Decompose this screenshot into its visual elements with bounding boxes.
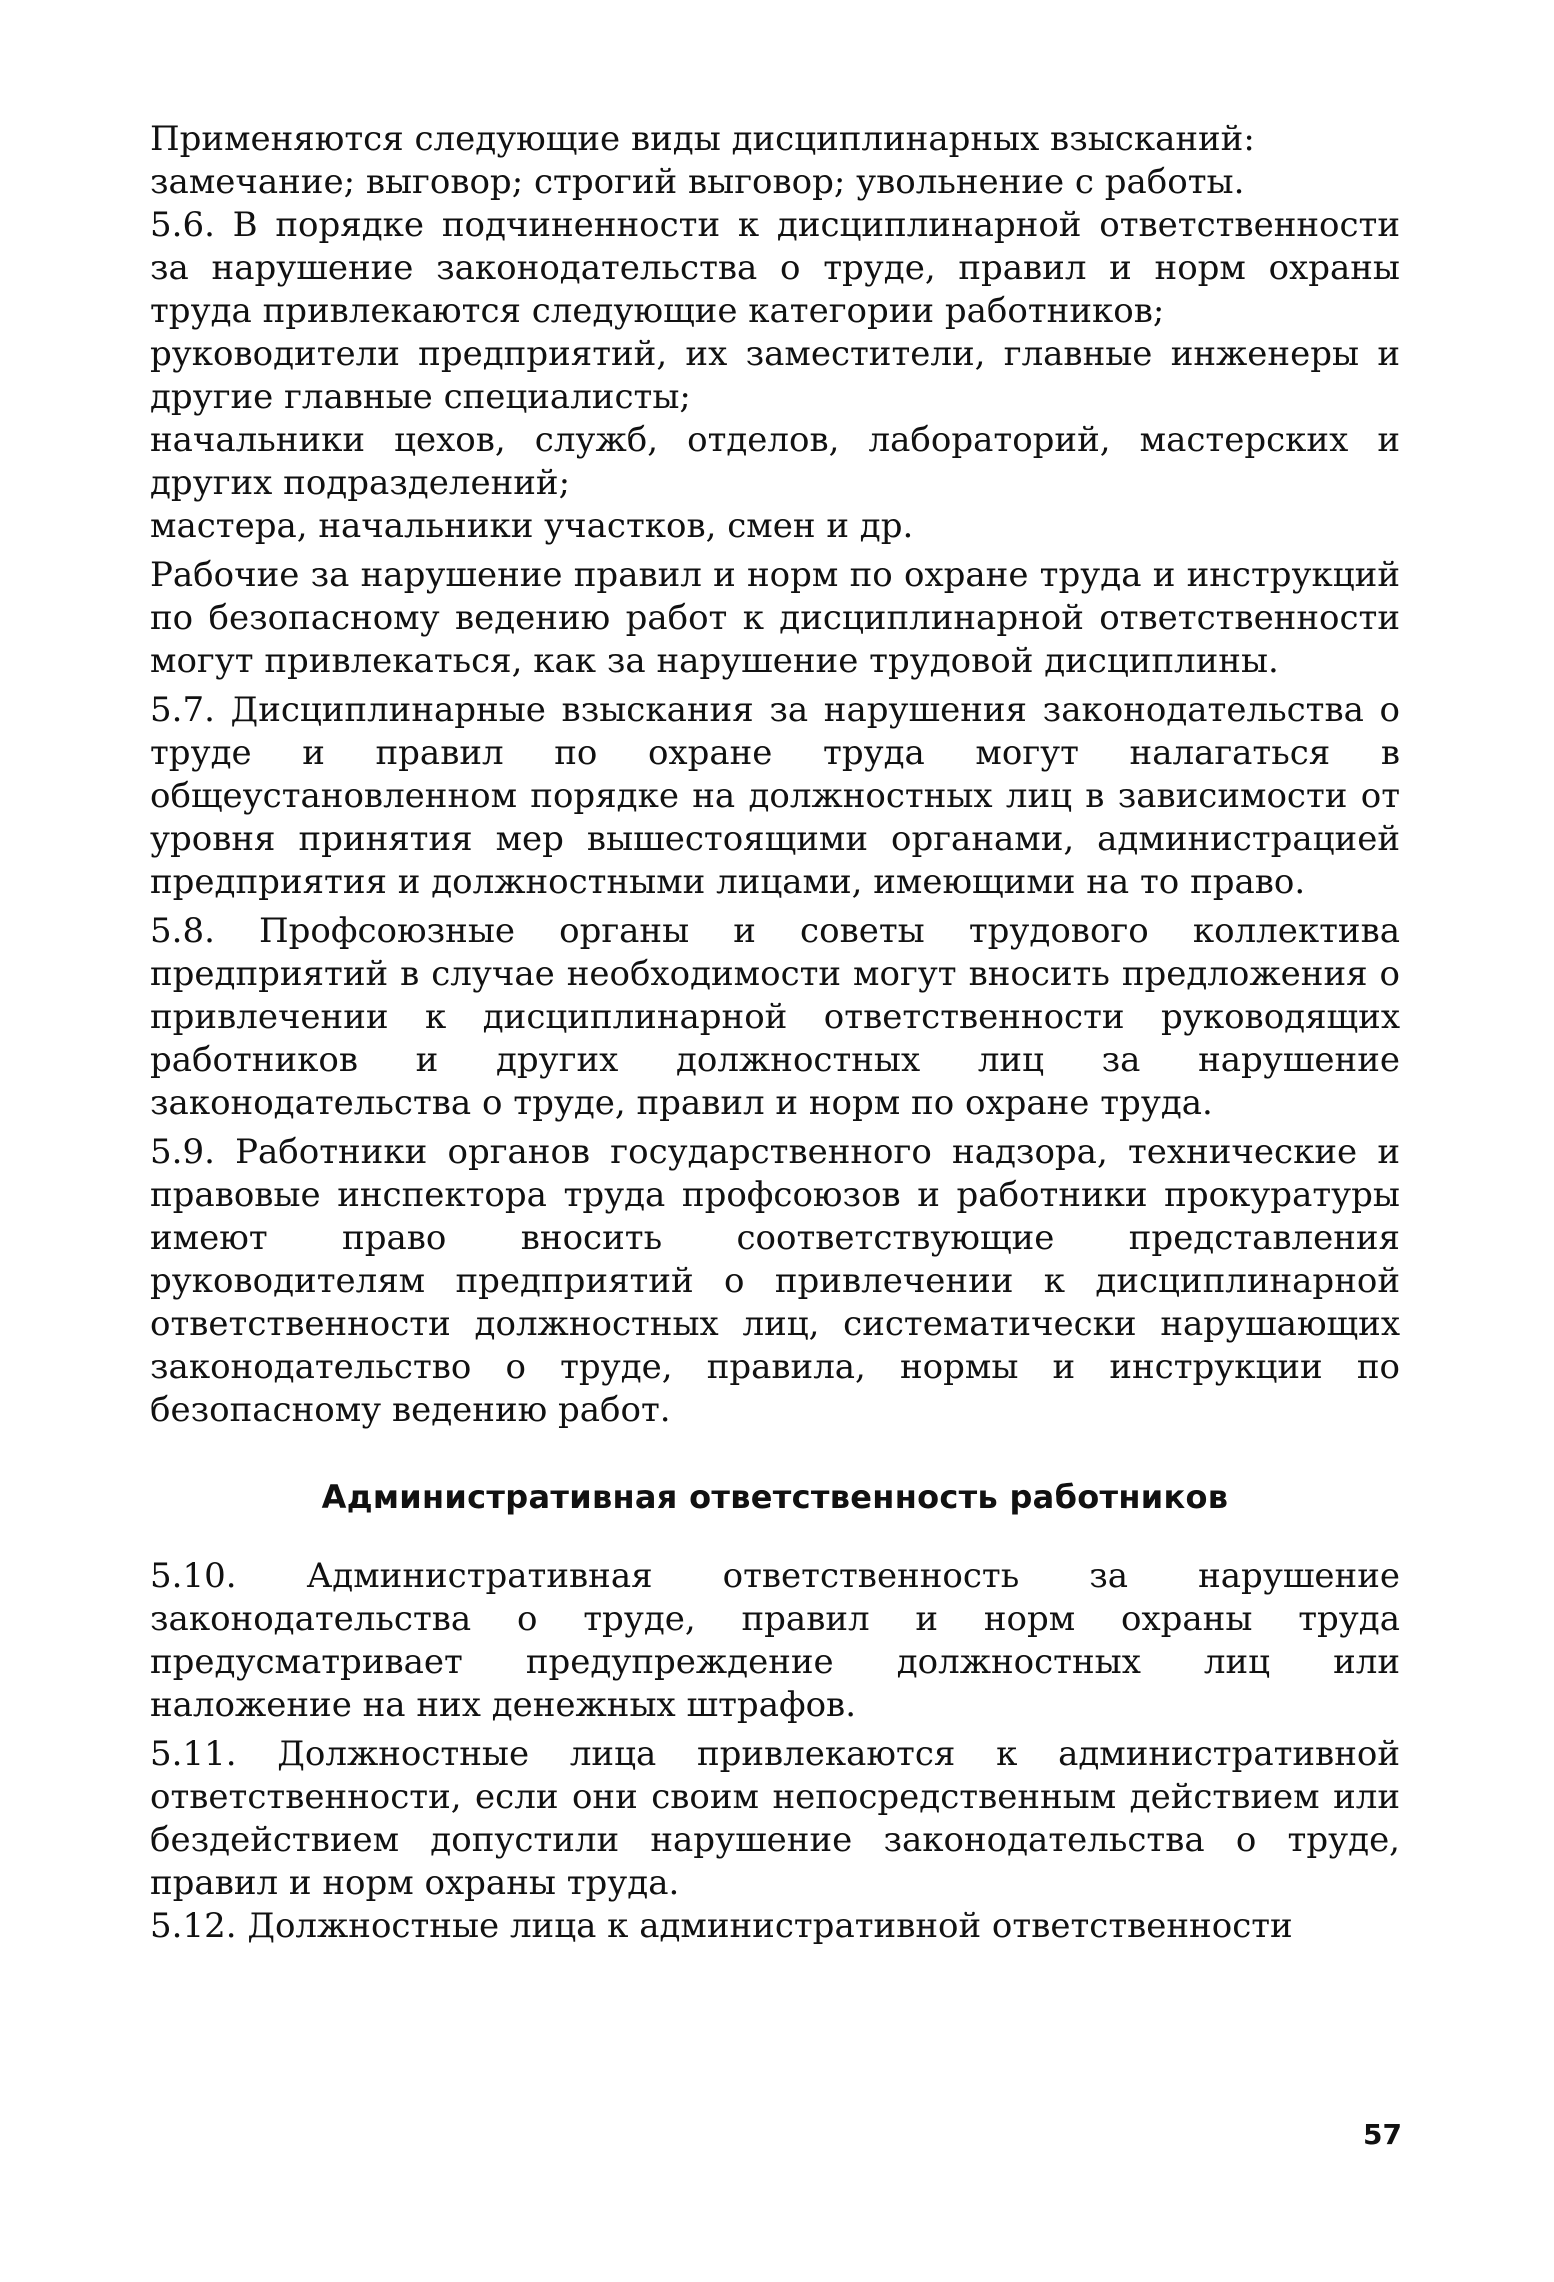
page-number: 57 <box>1363 2118 1402 2151</box>
paragraph-category-department-heads: начальники цехов, служб, отделов, лабораторий, мастерских и других подразделений; <box>150 420 1400 503</box>
paragraph-category-masters: мастера, начальники участков, смен и др. <box>150 506 914 546</box>
paragraph-5-7: 5.7. Дисциплинарные взыскания за нарушения законодательства о труде и правил по охране труда могут налагаться в общеустановленном порядке на должностных лиц в зависимости от уровня принятия мер вышестоящими органами, администрацией предприятия и должностными лицами, имеющими на то право. <box>150 690 1400 902</box>
paragraph-5-6: 5.6. В порядке подчиненности к дисциплинарной ответственности за нарушение законодательства о труде, правил и норм охраны труда привлекаются следующие категории работников; <box>150 205 1400 331</box>
paragraph-5-11: 5.11. Должностные лица привлекаются к административной ответственности, если они своим непосредственным действием или бездействием допустили нарушение законодательства о труде, правил и норм охраны труда. <box>150 1734 1400 1903</box>
paragraph-disciplinary-types-list: замечание; выговор; строгий выговор; увольнение с работы. <box>150 162 1245 202</box>
section-heading: Административная ответственность работников <box>321 1478 1229 1516</box>
paragraph-5-12: 5.12. Должностные лица к административной ответственности <box>150 1906 1293 1946</box>
paragraph-5-8: 5.8. Профсоюзные органы и советы трудового коллектива предприятий в случае необходимости могут вносить предложения о привлечении к дисциплинарной ответственности руководящих работников и других должностных лиц за нарушение законодательства о труде, правил и норм по охране труда. <box>150 911 1400 1123</box>
paragraph-5-10: 5.10. Административная ответственность за нарушение законодательства о труде, правил и норм охраны труда предусматривает предупреждение должностных лиц или наложение на них денежных штрафов. <box>150 1556 1400 1725</box>
paragraph-workers-responsibility: Рабочие за нарушение правил и норм по охране труда и инструкций по безопасному ведению работ к дисциплинарной ответственности могут привлекаться, как за нарушение трудовой дисциплины. <box>150 555 1400 681</box>
document-page <box>150 118 1400 1948</box>
paragraph-category-managers: руководители предприятий, их заместители, главные инженеры и другие главные специалисты; <box>150 334 1400 417</box>
paragraph-disciplinary-types-intro: Применяются следующие виды дисциплинарных взысканий: <box>150 119 1255 159</box>
paragraph-5-9: 5.9. Работники органов государственного надзора, технические и правовые инспектора труда профсоюзов и работники прокуратуры имеют право вносить соответствующие представления руководителям предприятий о привлечении к дисциплинарной ответственности должностных лиц, систематически нарушающих законодательство о труде, правила, нормы и инструкции по безопасному ведению работ. <box>150 1132 1400 1430</box>
